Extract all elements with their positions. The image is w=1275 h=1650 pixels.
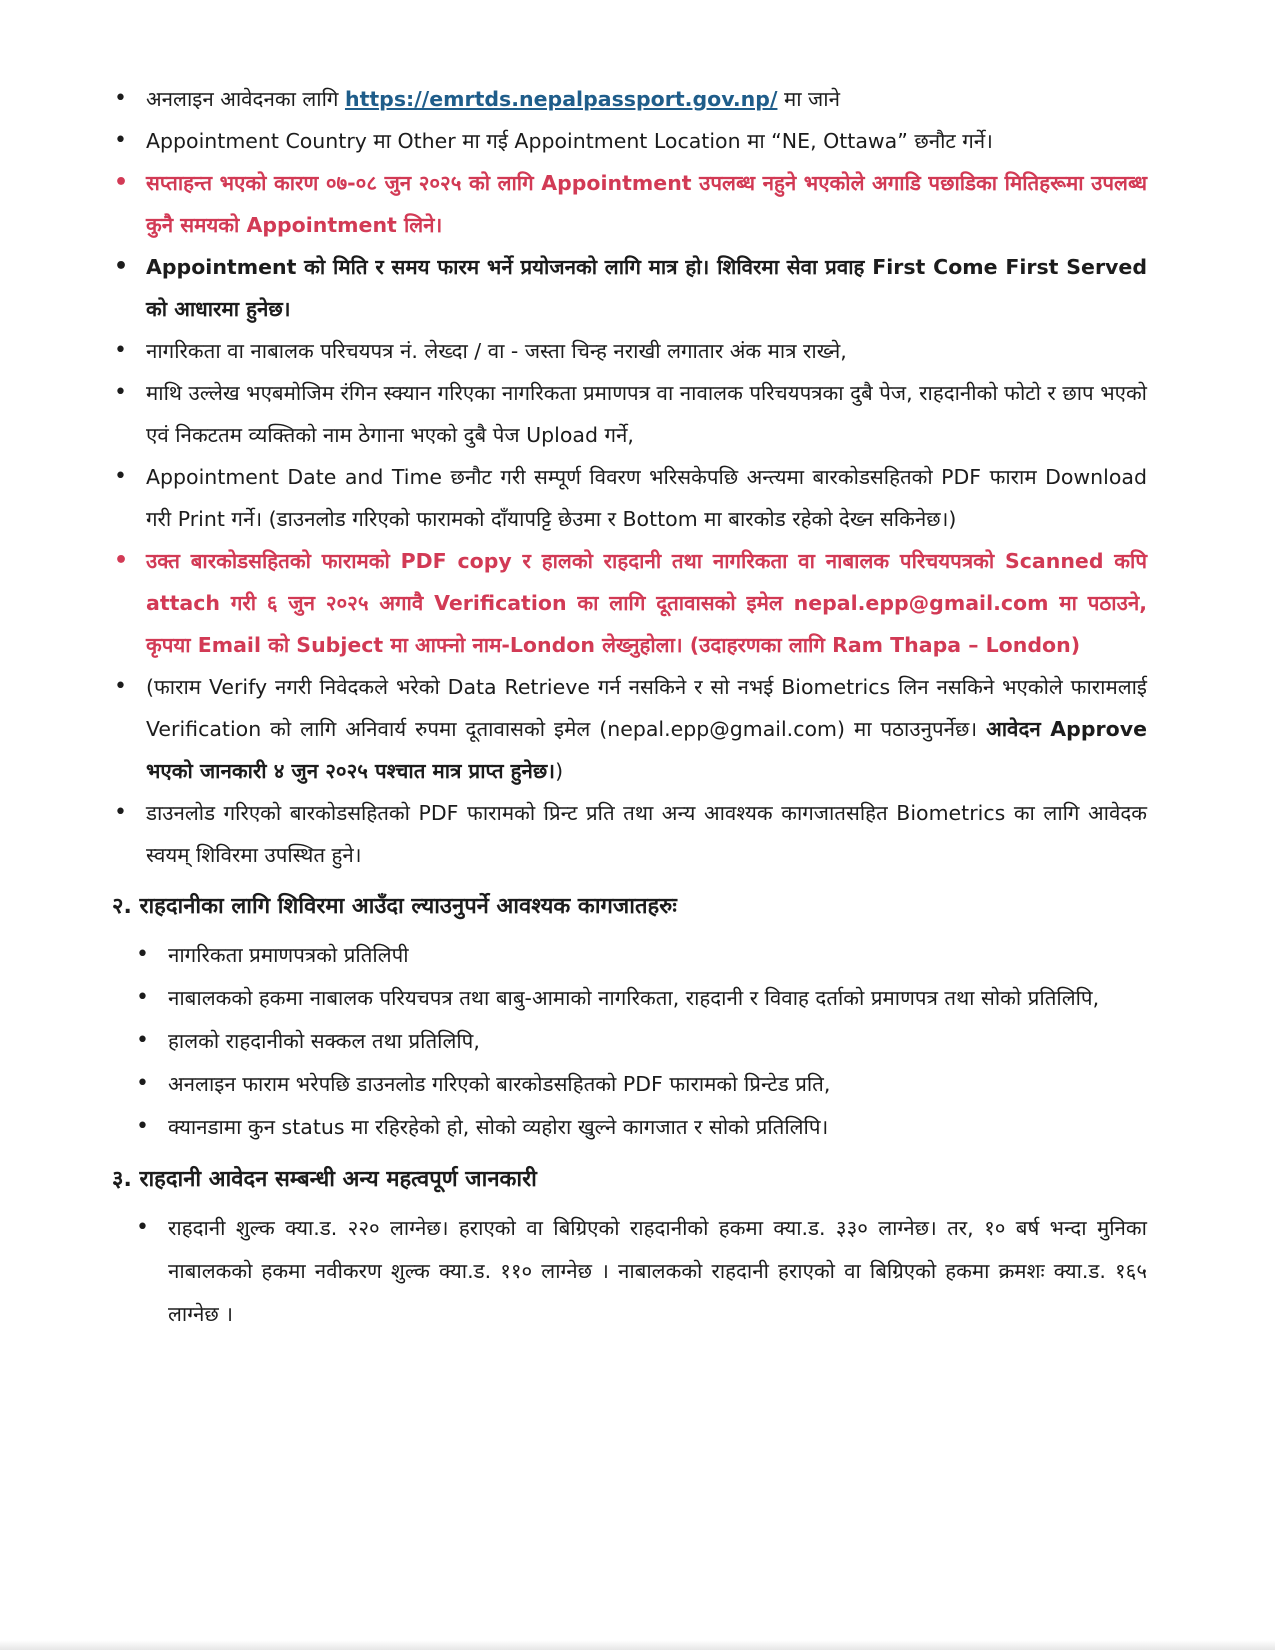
bullet-icon: •: [114, 338, 127, 363]
item-text-bold: आवेदन Approve भएको जानकारी ४ जुन २०२५ पश्चात मात्र प्राप्त हुनेछ।: [146, 717, 1147, 783]
list-item: [112, 330, 1147, 372]
bullet-icon: •: [136, 1215, 149, 1240]
item-text: Appointment को मिति र समय फारम भर्ने प्रयोजनको लागि मात्र हो। शिविरमा सेवा प्रवाह First Come First Served को आधारमा हुनेछ।: [146, 255, 1147, 321]
list-item: [112, 120, 1147, 162]
item-text: क्यानडामा कुन status मा रहिरहेको हो, सोको व्यहोरा खुल्ने कागजात र सोको प्रतिलिपि।: [168, 1115, 829, 1139]
item-text: हालको राहदानीको सक्कल तथा प्रतिलिपि,: [168, 1029, 480, 1053]
section-3-heading: ३. राहदानी आवेदन सम्बन्धी अन्य महत्वपूर्ण जानकारी: [112, 1167, 537, 1192]
bullet-icon: •: [114, 170, 129, 195]
item-text: नाबालकको हकमा नाबालक परियचपत्र तथा बाबु-आमाको नागरिकता, राहदानी र विवाह दर्ताको प्रमाणपत्र तथा सोको प्रतिलिपि,: [168, 986, 1100, 1010]
bullet-icon: •: [114, 548, 129, 573]
required-documents-list: [134, 934, 1147, 1149]
item-text: सप्ताहन्त भएको कारण ०७-०८ जुन २०२५ को लागि Appointment उपलब्ध नहुने भएकोले अगाडि पछाडिका मितिहरूमा उपलब्ध कुनै समयको Appointment लिने।: [146, 171, 1147, 237]
online-application-link[interactable]: https://emrtds.nepalpassport.gov.np/: [344, 87, 778, 111]
list-item-bold: [112, 246, 1147, 330]
item-text: नागरिकता वा नाबालक परिचयपत्र नं. लेख्दा / वा - जस्ता चिन्ह नराखी लगातार अंक मात्र राख्ने,: [146, 339, 847, 363]
bullet-icon: •: [136, 985, 149, 1010]
list-item: [112, 666, 1147, 792]
main-instructions-list: [112, 78, 1147, 876]
item-text: मा जाने: [777, 87, 840, 111]
list-item-highlight: [112, 162, 1147, 246]
item-text: Appointment Country मा Other मा गई Appointment Location मा “NE, Ottawa” छनौट गर्ने।: [146, 129, 993, 153]
item-text: अनलाइन फाराम भरेपछि डाउनलोड गरिएको बारकोडसहितको PDF फारामको प्रिन्टेड प्रति,: [168, 1072, 831, 1096]
list-item: [134, 934, 1147, 977]
other-info-list: [134, 1207, 1147, 1336]
bullet-icon: •: [136, 1114, 149, 1139]
bullet-icon: •: [114, 254, 129, 279]
item-text: नागरिकता प्रमाणपत्रको प्रतिलिपी: [168, 943, 409, 967]
list-item: [134, 1063, 1147, 1106]
bullet-icon: •: [114, 800, 127, 825]
bullet-icon: •: [114, 674, 127, 699]
item-text: डाउनलोड गरिएको बारकोडसहितको PDF फारामको प्रिन्ट प्रति तथा अन्य आवश्यक कागजातसहित Biometrics का लागि आवेदक स्वयम् शिविरमा उपस्थित हुने।: [146, 801, 1147, 867]
item-text: उक्त बारकोडसहितको फारामको PDF copy र हालको राहदानी तथा नागरिकता वा नाबालक परिचयपत्रको Scanned कपि attach गरी ६ जुन २०२५ अगावै Verification का लागि दूतावासको इमेल nepal.epp@gmail.com मा पठाउने, कृपया Email को Subject मा आफ्नो नाम-London लेख्नुहोला। (उदाहरणका लागि Ram Thapa – London): [146, 549, 1147, 657]
bullet-icon: •: [114, 86, 127, 111]
bullet-icon: •: [136, 942, 149, 967]
bullet-icon: •: [136, 1028, 149, 1053]
item-text: ): [555, 759, 564, 783]
list-item: [134, 1020, 1147, 1063]
list-item: [112, 372, 1147, 456]
list-item: [112, 456, 1147, 540]
list-item: [112, 78, 1147, 120]
bullet-icon: •: [136, 1071, 149, 1096]
page-bottom-edge: [0, 1640, 1275, 1650]
list-item: [134, 1106, 1147, 1149]
item-text: Appointment Date and Time छनौट गरी सम्पूर्ण विवरण भरिसकेपछि अन्त्यमा बारकोडसहितको PDF फाराम Download गरी Print गर्ने। (डाउनलोड गरिएको फारामको दाँयापट्टि छेउमा र Bottom मा बारकोड रहेको देख्न सकिनेछ।): [146, 465, 1147, 531]
list-item: [134, 1207, 1147, 1336]
bullet-icon: •: [114, 380, 127, 405]
item-text: राहदानी शुल्क क्या.ड. २२० लाग्नेछ। हराएको वा बिग्रिएको राहदानीको हकमा क्या.ड. ३३० लाग्नेछ। तर, १० बर्ष भन्दा मुनिका नाबालकको हकमा नवीकरण शुल्क क्या.ड. ११० लाग्नेछ । नाबालकको राहदानी हराएको वा बिग्रिएको हकमा क्रमशः क्या.ड. १६५ लाग्नेछ ।: [168, 1216, 1147, 1326]
section-2-heading: २. राहदानीका लागि शिविरमा आउँदा ल्याउनुपर्ने आवश्यक कागजातहरुः: [112, 894, 677, 919]
item-text: माथि उल्लेख भएबमोजिम रंगिन स्क्यान गरिएका नागरिकता प्रमाणपत्र वा नावालक परिचयपत्रका दुबै पेज, राहदानीको फोटो र छाप भएको एवं निकटतम व्यक्तिको नाम ठेगाना भएको दुबै पेज Upload गर्ने,: [146, 381, 1147, 447]
list-item-highlight: [112, 540, 1147, 666]
list-item: [134, 977, 1147, 1020]
item-text: अनलाइन आवेदनका लागि: [146, 87, 345, 111]
item-text: (फाराम Verify नगरी निवेदकले भरेको Data Retrieve गर्न नसकिने र सो नभई Biometrics लिन नसकिने भएकोले फारामलाई Verification को लागि अनिवार्य रुपमा दूतावासको इमेल (nepal.epp@gmail.com) मा पठाउनुपर्नेछ।: [146, 675, 1147, 741]
bullet-icon: •: [114, 128, 127, 153]
bullet-icon: •: [114, 464, 127, 489]
list-item: [112, 792, 1147, 876]
